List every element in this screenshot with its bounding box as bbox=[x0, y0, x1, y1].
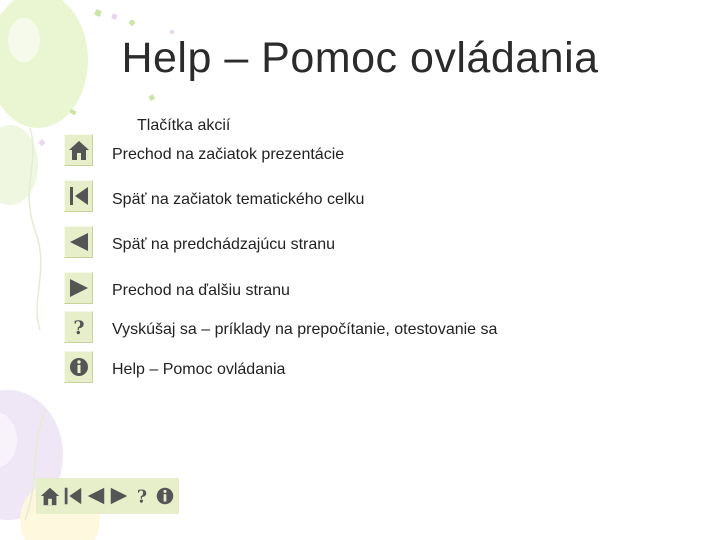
skip-back-icon bbox=[67, 184, 91, 208]
forward-button[interactable] bbox=[64, 272, 93, 304]
info-button[interactable] bbox=[64, 351, 93, 383]
question-icon bbox=[131, 485, 153, 507]
back-button[interactable] bbox=[64, 226, 93, 258]
home-icon bbox=[39, 485, 61, 507]
svg-text:?: ? bbox=[72, 317, 85, 339]
question-label: Vyskúšaj sa – príklady na prepočítanie, otestovanie sa bbox=[112, 321, 498, 338]
toolbar-back-button[interactable] bbox=[84, 481, 107, 511]
home-label: Prechod na začiatok prezentácie bbox=[112, 146, 345, 163]
back-icon bbox=[85, 485, 107, 507]
section-subtitle: Tlačítka akcií bbox=[137, 117, 231, 134]
back-label: Späť na predchádzajúcu stranu bbox=[112, 236, 336, 253]
toolbar-home-button[interactable] bbox=[38, 481, 61, 511]
page-title: Help – Pomoc ovládania bbox=[121, 34, 599, 82]
toolbar-forward-button[interactable] bbox=[107, 481, 130, 511]
info-icon bbox=[154, 485, 176, 507]
question-icon bbox=[67, 315, 91, 339]
toolbar-info-button[interactable] bbox=[153, 481, 176, 511]
forward-label: Prechod na ďalšiu stranu bbox=[112, 282, 290, 299]
back-icon bbox=[67, 230, 91, 254]
skip-back-icon bbox=[62, 485, 84, 507]
skip-back-button[interactable] bbox=[64, 180, 93, 212]
question-button[interactable] bbox=[64, 311, 93, 343]
forward-icon bbox=[67, 276, 91, 300]
skip-back-label: Späť na začiatok tematického celku bbox=[112, 191, 365, 208]
info-label: Help – Pomoc ovládania bbox=[112, 361, 286, 378]
info-icon bbox=[67, 355, 91, 379]
toolbar-question-button[interactable] bbox=[130, 481, 153, 511]
svg-text:?: ? bbox=[136, 487, 147, 507]
toolbar-skip-back-button[interactable] bbox=[61, 481, 84, 511]
navigation-toolbar bbox=[36, 478, 179, 514]
forward-icon bbox=[108, 485, 130, 507]
home-icon bbox=[67, 138, 91, 162]
home-button[interactable] bbox=[64, 134, 93, 166]
